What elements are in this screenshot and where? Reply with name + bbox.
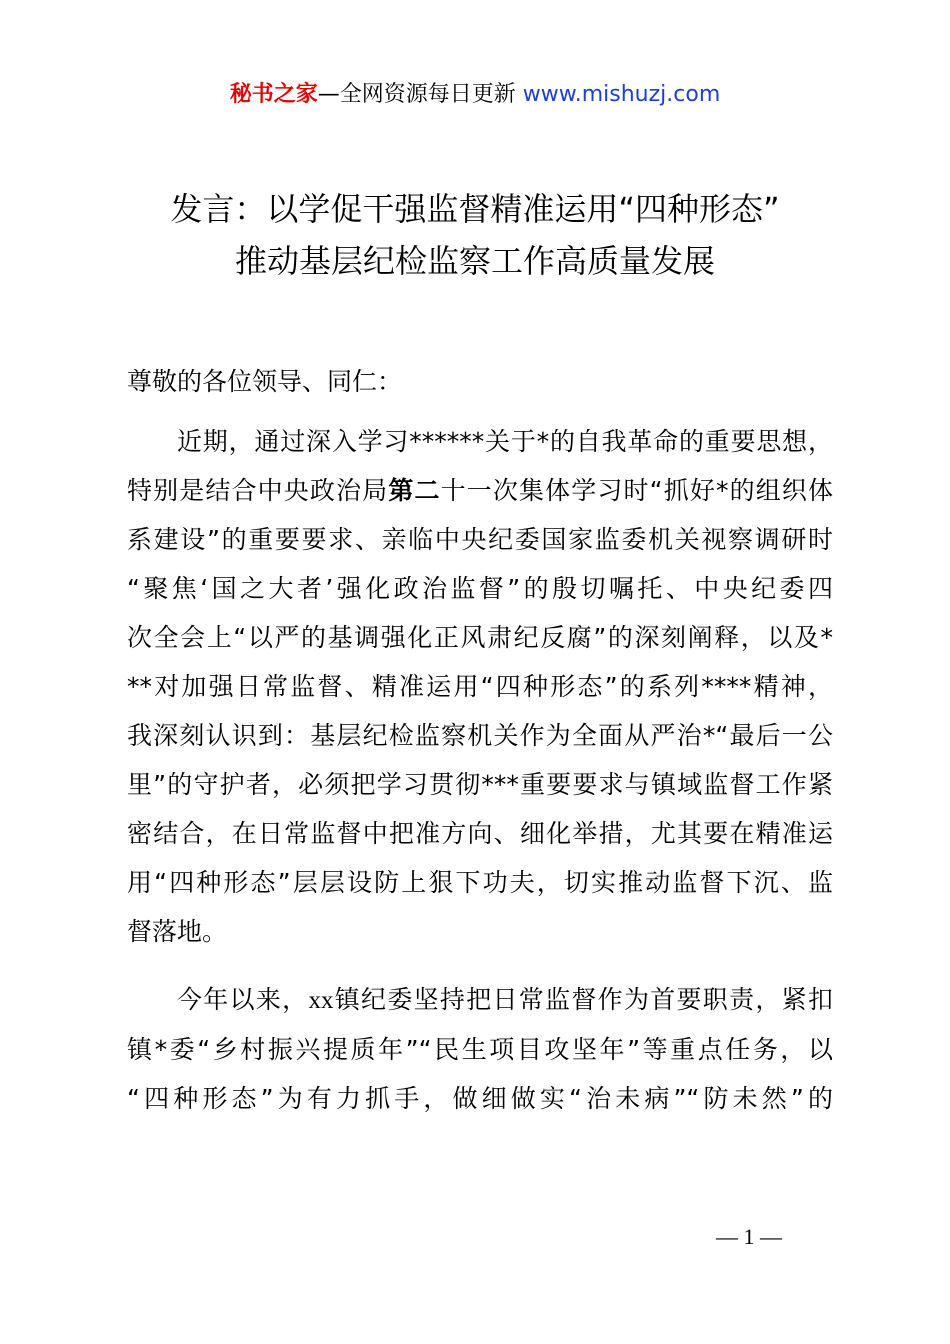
brand-name: 秘书之家: [229, 82, 318, 107]
paragraph-1-line-8: 里”的守护者，必须把学习贯彻***重要要求与镇域监督工作紧: [127, 770, 833, 799]
paragraph-1-line-9: 密结合，在日常监督中把准方向、细化举措，尤其要在精准运: [127, 819, 833, 848]
paragraph-1-line-2-part-b: 十一次集体学习时“抓好*的组织体: [440, 476, 833, 505]
paragraph-1-line-11: 督落地。: [127, 917, 228, 946]
greeting: [127, 357, 833, 406]
site-header: [0, 78, 950, 112]
paragraph-1-line-10: 用“四种形态”层层设防上狠下功夫，切实推动监督下沉、监: [127, 868, 833, 897]
paragraph-1: [127, 417, 833, 956]
paragraph-2: [127, 975, 833, 1123]
paragraph-2-line-3: “四种形态”为有力抓手，做细做实“治未病”“防未然”的: [127, 1084, 833, 1113]
paragraph-2-xx-text: xx: [308, 987, 334, 1014]
paragraph-1-line-1: 近期，通过深入学习******关于*的自我革命的重要思想，: [177, 427, 833, 456]
title-line-1: 发言：以学促干强监督精准运用“四种形态”: [170, 190, 780, 228]
paragraph-1-line-3: 系建设”的重要要求、亲临中央纪委国家监委机关视察调研时: [127, 525, 833, 554]
paragraph-2-line-1-part-a: 今年以来，: [177, 985, 309, 1014]
paragraph-2-line-2: 镇*委“乡村振兴提质年”“民生项目攻坚年”等重点任务，以: [127, 1035, 833, 1064]
paragraph-2-line-1-part-b: 镇纪委坚持把日常监督作为首要职责，紧扣: [333, 985, 833, 1014]
paragraph-1-line-2-part-a: 特别是结合中央政治局: [127, 476, 389, 505]
greeting-text: 尊敬的各位领导、同仁：: [127, 367, 403, 396]
title-line-2: 推动基层纪检监察工作高质量发展: [234, 242, 715, 280]
document-title: [100, 183, 850, 287]
paragraph-1-line-5: 次全会上“以严的基调强化正风肃纪反腐”的深刻阐释，以及*: [127, 623, 833, 652]
paragraph-1-line-4: “聚焦‘国之大者’强化政治监督”的殷切嘱托、中央纪委四: [127, 574, 833, 603]
paragraph-2-line-1: [127, 975, 833, 1025]
paragraph-1-bold-text: 第二: [388, 476, 441, 505]
header-tagline: —全网资源每日更新: [317, 82, 516, 107]
paragraph-1-line-6: **对加强日常监督、精准运用“四种形态”的系列****精神，: [127, 672, 833, 701]
page-number: — 1 —: [716, 1224, 782, 1249]
paragraph-1-line-7: 我深刻认识到：基层纪检监察机关作为全面从严治*“最后一公: [127, 721, 833, 750]
header-url-link[interactable]: www.mishuzj.com: [522, 82, 721, 107]
paragraph-1-line-2: [127, 466, 833, 515]
